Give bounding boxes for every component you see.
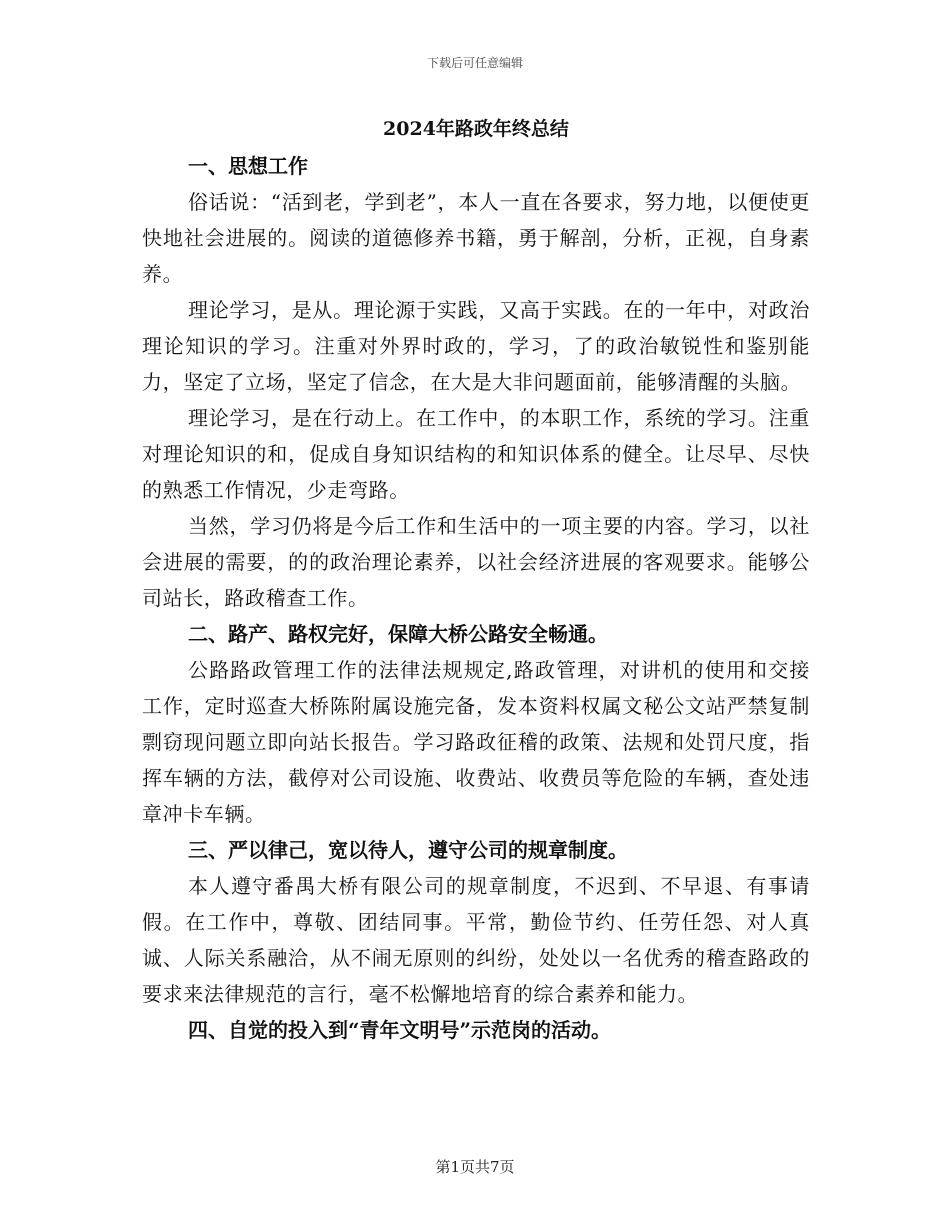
page-footer: 第1页共7页 [435, 1158, 515, 1176]
section-heading-2: 二、路产、路权完好，保障大桥公路安全畅通。 [188, 622, 608, 646]
paragraph-4: 当然，学习仍将是今后工作和生活中的一项主要的内容。学习，以社会进展的需要，的的政治理论素养，以社会经济进展的客观要求。能够公司站长，路政稽查工作。 [142, 514, 810, 610]
section-heading-3: 三、严以律己，宽以待人，遵守公司的规章制度。 [188, 838, 628, 862]
paragraph-6: 本人遵守番禺大桥有限公司的规章制度，不迟到、不早退、有事请假。在工作中，尊敬、团结同事。平常，勤俭节约、任劳任怨、对人真诚、人际关系融洽，从不闹无原则的纠纷，处处以一名优秀的稽查路政的要求来法律规范的言行，毫不松懈地培育的综合素养和能力。 [142, 874, 810, 1006]
paragraph-5: 公路路政管理工作的法律法规规定,路政管理，对讲机的使用和交接工作，定时巡查大桥陈附属设施完备，发本资料权属文秘公文站严禁复制剽窃现问题立即向站长报告。学习路政征稽的政策、法规和处罚尺度，指挥车辆的方法，截停对公司设施、收费站、收费员等危险的车辆，查处违章冲卡车辆。 [142, 658, 810, 826]
page-header: 下载后可任意编辑 [426, 56, 523, 70]
paragraph-1: 俗话说：“活到老，学到老”，本人一直在各要求，努力地，以便使更快地社会进展的。阅读的道德修养书籍，勇于解剖，分析，正视，自身素养。 [142, 190, 810, 286]
paragraph-2: 理论学习，是从。理论源于实践，又高于实践。在的一年中，对政治理论知识的学习。注重对外界时政的，学习，了的政治敏锐性和鉴别能力，坚定了立场，坚定了信念，在大是大非问题面前，能够清醒的头脑。 [142, 298, 810, 394]
document-body [142, 110, 810, 1048]
paragraph-3: 理论学习，是在行动上。在工作中，的本职工作，系统的学习。注重对理论知识的和，促成自身知识结构的和知识体系的健全。让尽早、尽快的熟悉工作情况，少走弯路。 [142, 406, 810, 502]
section-heading-1: 一、思想工作 [188, 154, 308, 178]
document-title: 2024年路政年终总结 [383, 118, 569, 140]
section-heading-4: 四、自觉的投入到“青年文明号”示范岗的活动。 [188, 1018, 612, 1042]
